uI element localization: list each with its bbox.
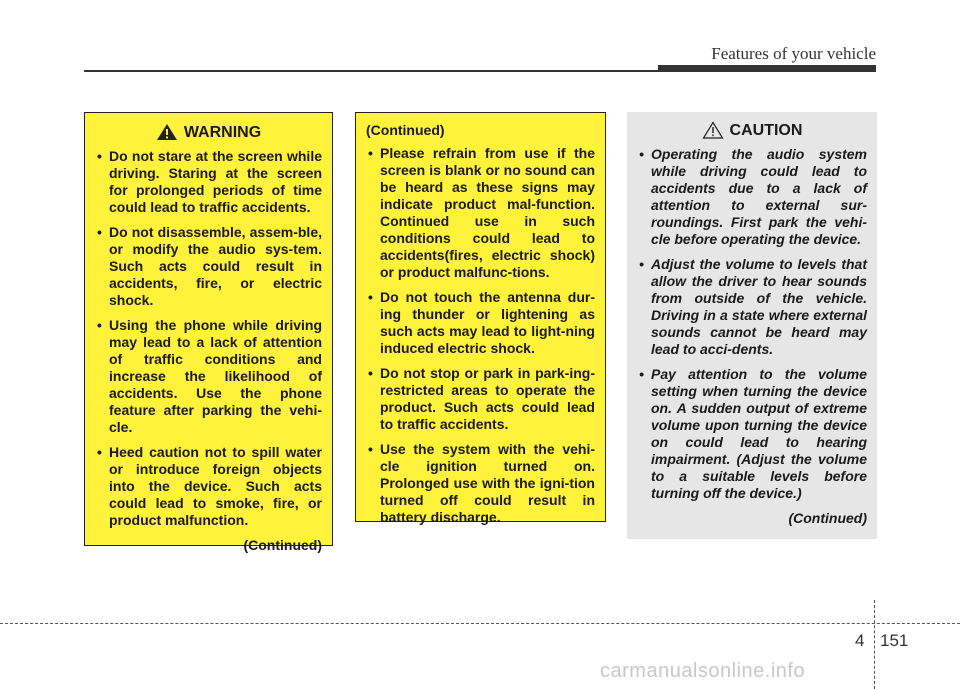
page-separator [874, 600, 875, 689]
caution-continued: (Continued) [788, 510, 867, 526]
caution-triangle-icon [702, 121, 724, 139]
caution-item: • Operating the audio system while driving could lead to accidents due to a lack of attention to external sur-roundings. First park the vehi-cle before operating the device. [637, 146, 867, 248]
header-rule-accent [658, 65, 876, 71]
warning-continued-panel [355, 112, 606, 525]
warning-continued: (Continued) [243, 537, 322, 553]
caution-heading: CAUTION [729, 121, 803, 139]
warning-triangle-icon [156, 123, 178, 141]
page-number: 151 [880, 631, 909, 650]
warning-item: • Heed caution not to spill water or introduce foreign objects into the device. Such acts could lead to smoke, fire, or product malfunction. [95, 444, 322, 529]
warning-panel [84, 112, 333, 553]
caution-item: • Pay attention to the volume setting when turning the device on. A sudden output of extreme volume upon turning the device on could lead to hearing impairment. (Adjust the volume to a suitable levels before turning off the device.) [637, 366, 867, 502]
caution-item: • Adjust the volume to levels that allow the driver to hear sounds from outside of the vehicle. Driving in a state where external sounds cannot be heard may lead to acci-dents. [637, 256, 867, 358]
footer-rule [0, 623, 960, 624]
warning-item: • Do not stare at the screen while driving. Staring at the screen for prolonged periods of time could lead to traffic accidents. [95, 148, 322, 216]
watermark: carmanualsonline.info [600, 660, 806, 682]
caution-panel [627, 112, 877, 539]
warning-item: • Do not disassemble, assem-ble, or modify the audio sys-tem. Such acts could result in accidents, fire, or electric shock. [95, 224, 322, 309]
chapter-number: 4 [855, 631, 865, 650]
warning-item: • Use the system with the vehi-cle ignition turned on. Prolonged use with the igni-tion turned off could result in battery discharge. [366, 441, 595, 526]
continued-heading: (Continued) [366, 122, 445, 138]
warning-item: • Please refrain from use if the screen is blank or no sound can be heard as these signs may indicate product mal-function. Continued use in such conditions could lead to accidents(fires, electric shock) or product malfunc-tions. [366, 145, 595, 281]
warning-item: • Do not touch the antenna dur-ing thunder or lightening as such acts may lead to light-ning induced electric shock. [366, 289, 595, 357]
warning-heading-row [95, 123, 322, 141]
warning-item: • Using the phone while driving may lead to a lack of attention of traffic conditions and increase the likelihood of accidents. Use the phone feature after parking the vehi-cle. [95, 317, 322, 436]
caution-heading-row [637, 121, 867, 139]
warning-heading: WARNING [183, 123, 262, 141]
section-title: Features of your vehicle [711, 44, 876, 63]
warning-item: • Do not stop or park in park-ing-restricted areas to operate the product. Such acts could lead to traffic accidents. [366, 365, 595, 433]
